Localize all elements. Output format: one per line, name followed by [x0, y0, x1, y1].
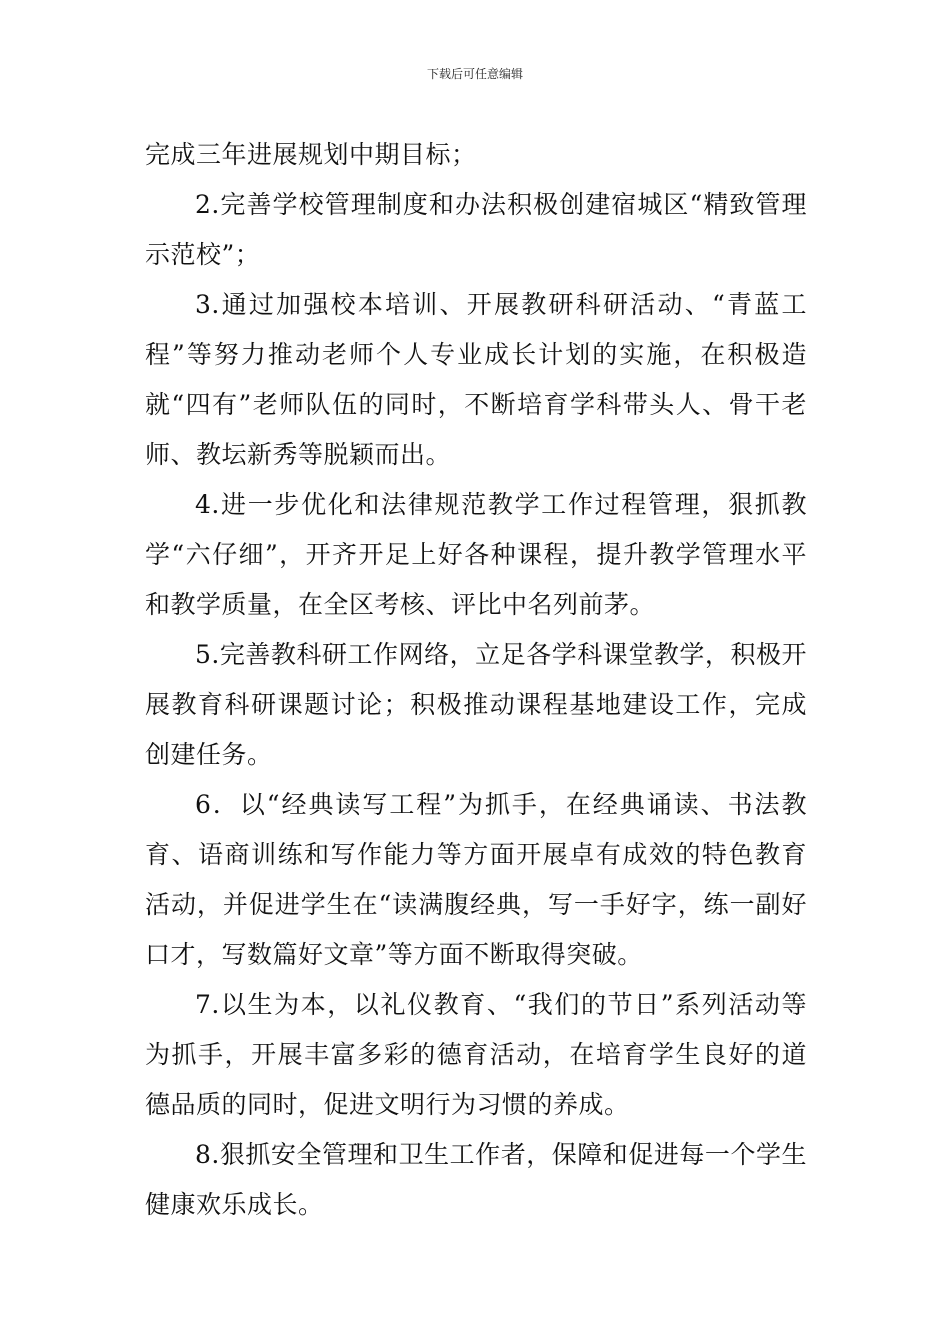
paragraph-3: 4.进一步优化和法律规范教学工作过程管理，狠抓教学“六仔细”，开齐开足上好各种课程，提升教学管理水平和教学质量，在全区考核、评比中名列前茅。	[145, 490, 807, 619]
paragraph-0: 完成三年进展规划中期目标；	[145, 140, 477, 169]
document-body	[145, 130, 807, 1230]
paragraph-4: 5.完善教科研工作网络，立足各学科课堂教学，积极开展教育科研课题讨论；积极推动课程基地建设工作，完成创建任务。	[145, 640, 807, 769]
paragraph-7: 8.狠抓安全管理和卫生工作者，保障和促进每一个学生健康欢乐成长。	[145, 1140, 807, 1219]
paragraph-5: 6．以“经典读写工程”为抓手，在经典诵读、书法教育、语商训练和写作能力等方面开展卓有成效的特色教育活动，并促进学生在“读满腹经典，写一手好字，练一副好口才，写数篇好文章”等方面不断取得突破。	[145, 790, 807, 969]
header-note: 下载后可任意编辑	[426, 67, 523, 81]
paragraph-6: 7.以生为本，以礼仪教育、“我们的节日”系列活动等为抓手，开展丰富多彩的德育活动，在培育学生良好的道德品质的同时，促进文明行为习惯的养成。	[145, 990, 807, 1119]
paragraph-2: 3.通过加强校本培训、开展教研科研活动、“青蓝工程”等努力推动老师个人专业成长计划的实施，在积极造就“四有”老师队伍的同时，不断培育学科带头人、骨干老师、教坛新秀等脱颖而出。	[145, 290, 807, 469]
paragraph-1: 2.完善学校管理制度和办法积极创建宿城区“精致管理示范校”；	[145, 190, 807, 269]
